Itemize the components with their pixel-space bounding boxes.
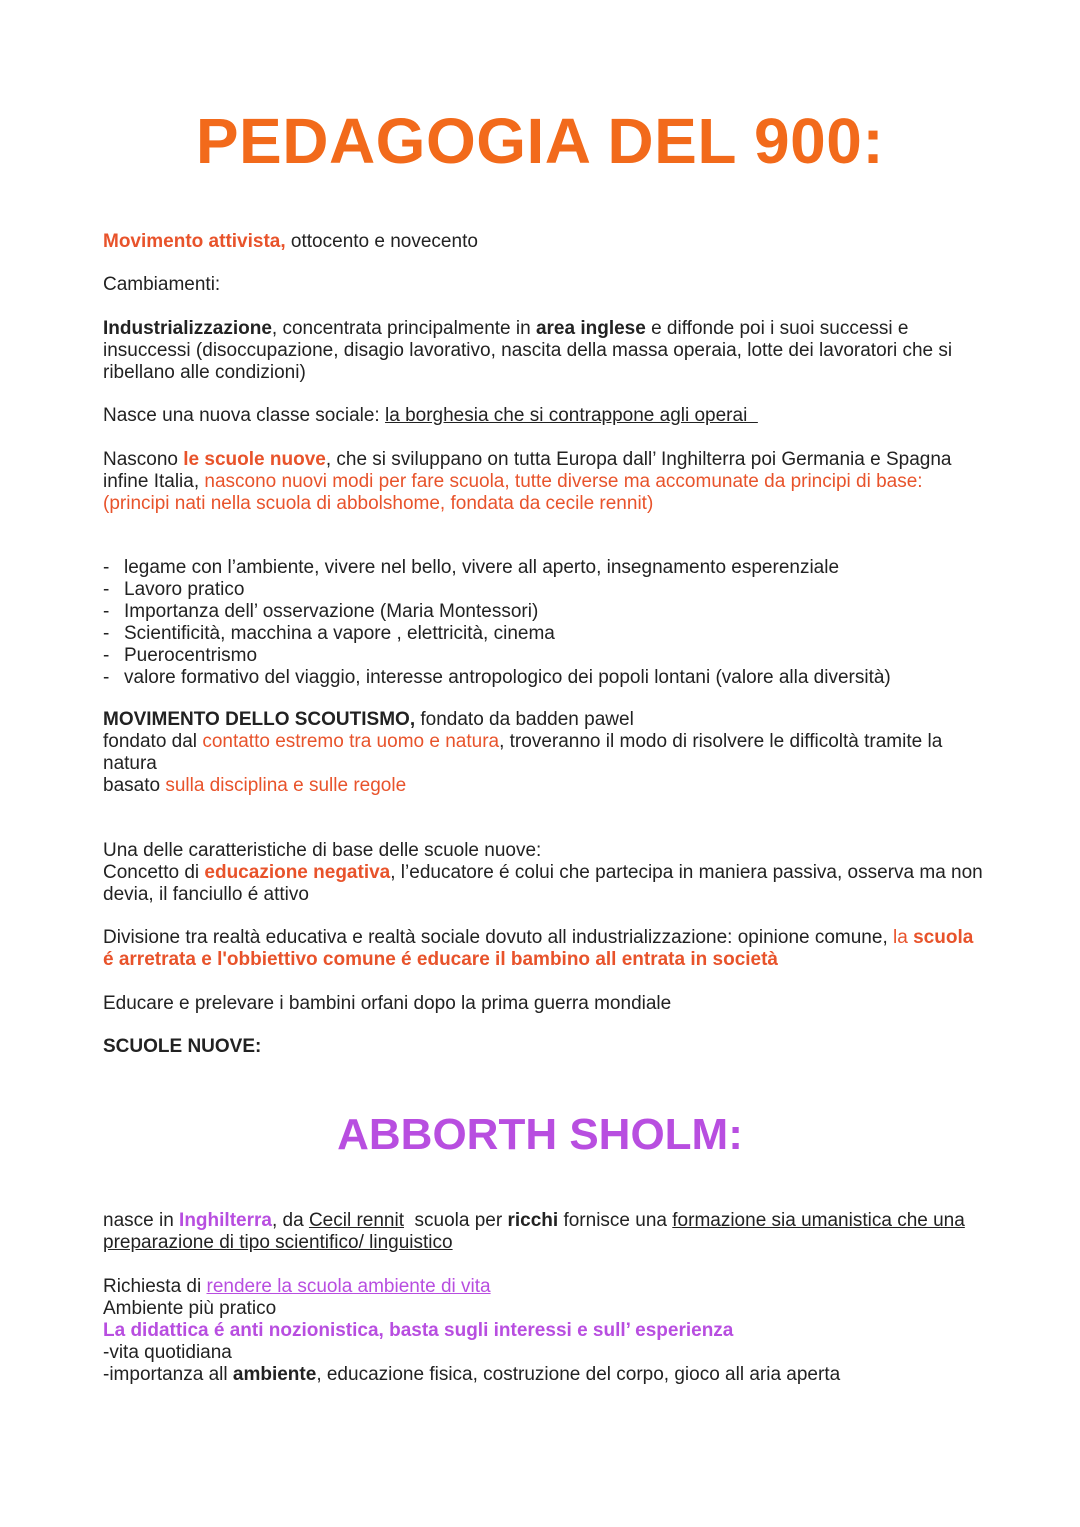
industrializzazione-paragraph: Industrializzazione, concentrata principalmente in area inglese e diffonde poi i suoi successi e insuccessi (disoccupazione, disagio lavorativo, nascita della massa operaia, lotte dei lavoratori che si ribellano alle condizioni) [103,318,953,383]
section-title: ABBORTH SHOLM: [337,1110,743,1159]
principles-list [103,557,983,689]
list-item: - Lavoro pratico [103,579,245,600]
abborth-details: Richiesta di rendere la scuola ambiente di vita Ambiente più pratico La didattica é anti nozionistica, basta sugli interessi e sull’ esperienza -vita quotidiana -importanza all ambiente, educazione fisica, costruzione del corpo, gioco all aria aperta [103,1276,841,1385]
caratteristiche-paragraph: Una delle caratteristiche di base delle scuole nuove: Concetto di educazione negativa, l’educatore é colui che partecipa in maniera passiva, osserva ma non devia, il fanciullo é attivo [103,840,983,905]
divisione-paragraph: Divisione tra realtà educativa e realtà sociale dovuto all industrializzazione: opinione comune, la scuola é arretrata e l'obbiettivo comune é educare il bambino all entrata in società [103,927,974,970]
movimento-attivista-term: Movimento attivista, [103,231,286,252]
page-title: PEDAGOGIA DEL 900: [195,105,885,177]
list-item: - valore formativo del viaggio, interesse antropologico dei popoli lontani (valore alla diversità) [103,667,891,688]
scuole-nuove-paragraph: Nascono le scuole nuove, che si sviluppano on tutta Europa dall’ Inghilterra poi Germania e Spagna infine Italia, nascono nuovi modi per fare scuola, tutte diverse ma accomunate da principi di base: (principi nati nella scuola di abbolshome, fondata da cecile rennit) [103,449,952,514]
educare-line: Educare e prelevare i bambini orfani dopo la prima guerra mondiale [103,993,672,1014]
abborth-paragraph: nasce in Inghilterra, da Cecil rennit scuola per ricchi fornisce una formazione sia umanistica che una preparazione di tipo scientifico/ linguistico [103,1210,965,1253]
scoutismo-paragraph: MOVIMENTO DELLO SCOUTISMO, fondato da badden pawel fondato dal contatto estremo tra uomo e natura, troveranno il modo di risolvere le difficoltà tramite la natura basato sulla disciplina e sulle regole [103,709,943,796]
scuole-nuove-heading: SCUOLE NUOVE: [103,1036,262,1057]
list-item: - legame con l’ambiente, vivere nel bello, vivere all aperto, insegnamento esperenziale [103,557,840,578]
intro-line: Movimento attivista, ottocento e novecento [103,231,478,252]
list-item: - Importanza dell’ osservazione (Maria Montessori) [103,601,539,622]
classe-sociale-line: Nasce una nuova classe sociale: la borghesia che si contrappone agli operai [103,405,758,426]
list-item: - Puerocentrismo [103,645,258,666]
cambiamenti-label: Cambiamenti: [103,274,221,295]
list-item: - Scientificità, macchina a vapore , elettricità, cinema [103,623,555,644]
